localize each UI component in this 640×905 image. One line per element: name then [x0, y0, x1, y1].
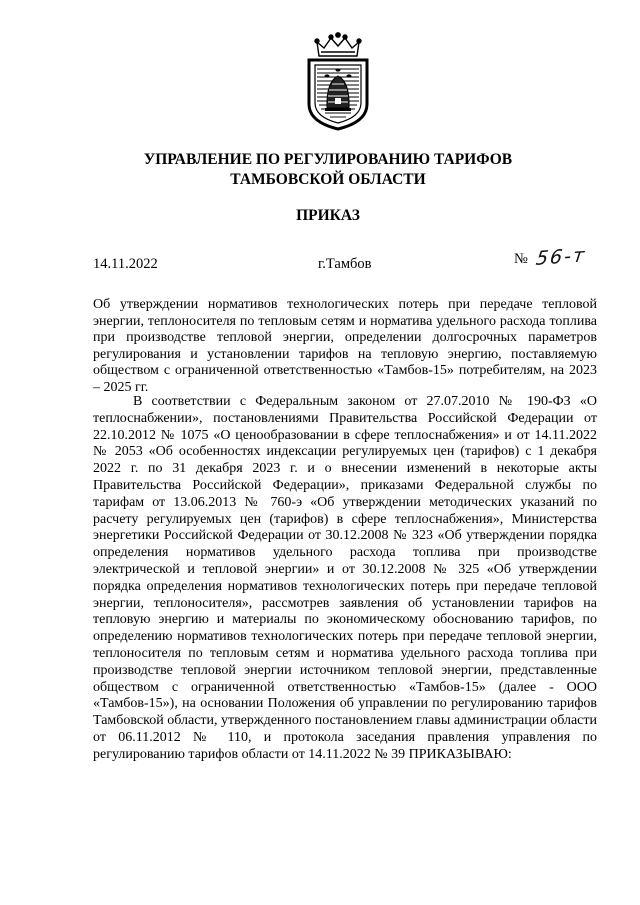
document-number [514, 244, 588, 270]
org-line-1: УПРАВЛЕНИЕ ПО РЕГУЛИРОВАНИЮ ТАРИФОВ [143, 151, 513, 168]
organization-name [0, 150, 640, 190]
order-body: В соответствии с Федеральным законом от 27.07.2010 № 190-ФЗ «О теплоснабжении», постановлениями Правительства Российской Федерации от 22.10.2012 № 1075 «О ценообразовании в сфере теплоснабжения» и от 14.11.2022 № 2053 «Об особенностях индексации регулируемых цен (тарифов) с 1 декабря 2022 г. по 31 декабря 2023 г. и о внесении изменений в некоторые акты Правительства Российской Федерации», приказами Федеральной службы по тарифам от 13.06.2013 № 760-э «Об утверждении методических указаний по расчету регулируемых цен (тарифов) в сфере теплоснабжения», Министерства энергетики Российской Федерации от 30.12.2008 № 323 «Об утверждении порядка определения нормативов удельного расхода топлива при производстве электрической и тепловой энергии» и от 30.12.2008 № 325 «Об утверждении порядка определения нормативов технологических потерь при передаче тепловой энергии, теплоносителя», рассмотрев заявления об установлении тарифов на тепловую энергию и материалы по экономическому обоснованию тарифов, по определению нормативов технологических потерь при передаче тепловой энергии, теплоносителя по тепловым сетям и норматива удельного расхода топлива при производстве тепловой энергии источником тепловой энергии, представленные обществом с ограниченной ответственностью «Тамбов-15» (далее - ООО «Тамбов-15»), на основании Положения об управлении по регулированию тарифов Тамбовской области, утвержденного постановлением главы администрации области от 06.11.2012 № 110, и протокола заседания правления управления по регулированию тарифов области от 14.11.2022 № 39 ПРИКАЗЫВАЮ: [93, 394, 597, 762]
tambov-coat-of-arms-icon [297, 32, 379, 132]
handwritten-number: 56-т [534, 244, 588, 270]
document-city: г.Тамбов [318, 256, 372, 272]
order-title: Об утверждении нормативов технологических потерь при передаче тепловой энергии, теплоносителя по тепловым сетям и норматива удельного расхода топлива при производстве тепловой энергии, определении долгосрочных параметров регулирования и установлении тарифов на тепловую энергию, поставляемую обществом с ограниченной ответственностью «Тамбов-15» потребителям, на 2023 – 2025 гг. [93, 297, 597, 395]
doc-type-label: ПРИКАЗ [296, 207, 360, 224]
document-type [0, 206, 640, 226]
number-sign: № [514, 251, 528, 267]
document-date: 14.11.2022 [93, 256, 158, 272]
org-line-2: ТАМБОВСКОЙ ОБЛАСТИ [230, 171, 426, 188]
